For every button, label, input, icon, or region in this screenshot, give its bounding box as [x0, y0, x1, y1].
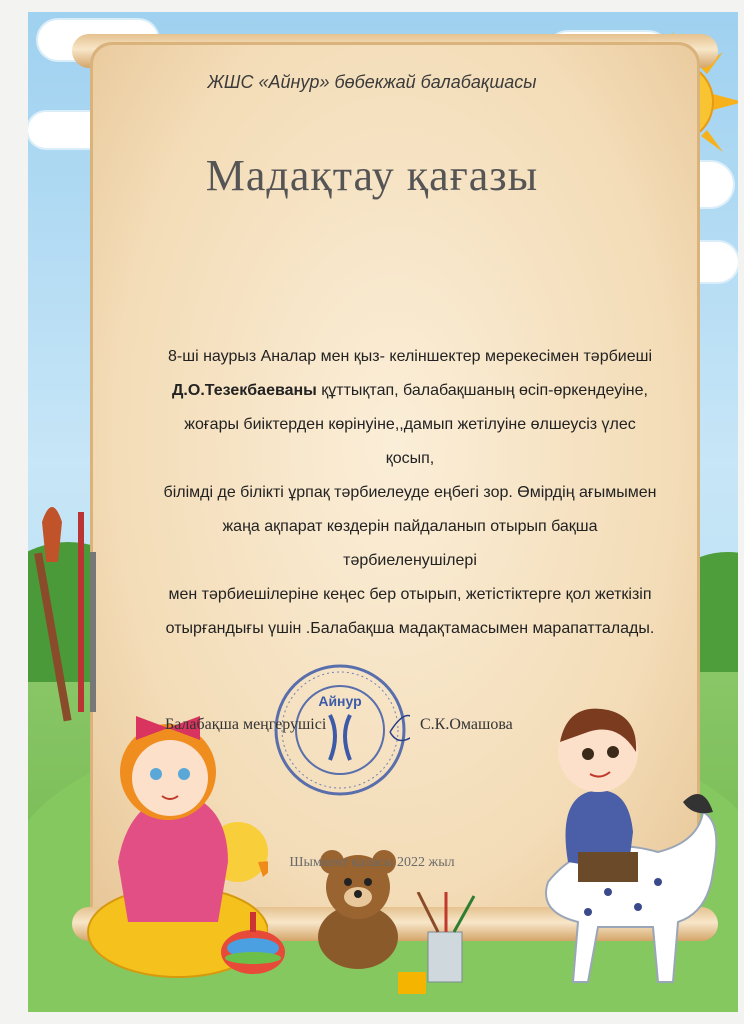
certificate-body	[160, 340, 660, 646]
boy-on-horse-illustration	[488, 682, 728, 1002]
paintbrushes-illustration	[28, 492, 118, 722]
body-line: білімді де білікті ұрпақ тәрбиелеуде еңбегі зор. Өмірдің ағымымен	[163, 484, 657, 501]
place-date: Шымкент қаласы 2022 жыл	[289, 855, 455, 870]
recipient-name: Д.О.Тезекбаеваны	[172, 382, 317, 399]
signature-name: С.К.Омашова	[420, 716, 513, 733]
certificate-title: Мадақтау қағазы	[205, 151, 539, 200]
signature-scribble	[390, 715, 410, 740]
body-line-rest: құттықтап, балабақшаның өсіп-өркендеуіне,	[316, 382, 648, 399]
paint-jar-illustration	[398, 892, 488, 1002]
spinning-top-illustration	[218, 912, 288, 992]
body-line: жаңа ақпарат көздерін пайдаланып отырып бақша тәрбиеленушілері	[222, 518, 598, 569]
body-line: 8-ші наурыз Аналар мен қыз- келіншектер мерекесімен тәрбиеші	[168, 348, 652, 365]
organization-name: ЖШС «Айнур» бөбекжай балабақшасы	[207, 72, 537, 92]
body-line	[160, 374, 660, 408]
stamp-center-text: Айнур	[318, 693, 362, 709]
body-line: жоғары биіктерден көрінуіне,,дамып жетілуіне өлшеусіз үлес қосып,	[184, 416, 636, 467]
body-line: мен тәрбиешілеріне кеңес бер отырып, жетістіктерге қол жеткізіп	[168, 586, 652, 603]
signature-role: Балабақша меңгерушісі	[165, 716, 327, 733]
body-line: отырғандығы үшін .Балабақша мадақтамасымен марапатталады.	[165, 620, 655, 637]
